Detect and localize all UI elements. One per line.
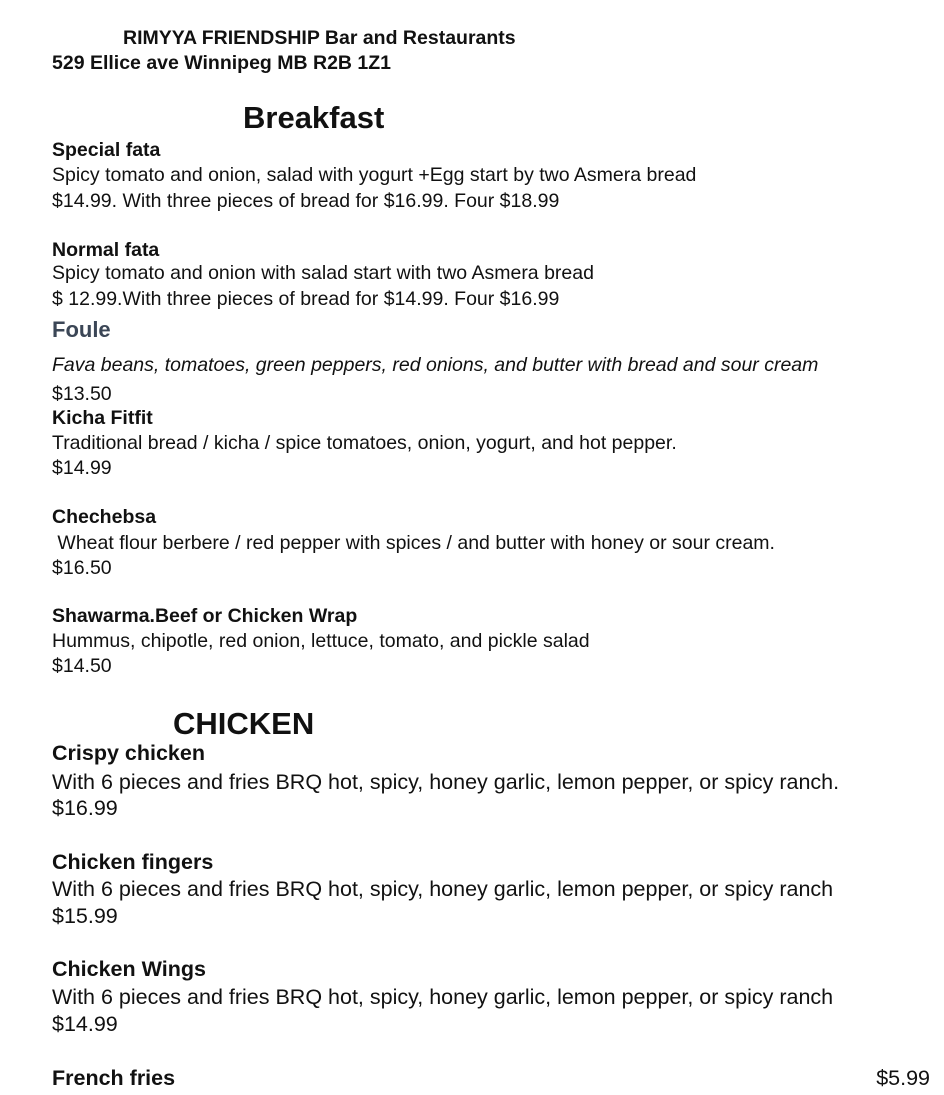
special-fata-price: $14.99. With three pieces of bread for $16.99. Four $18.99 xyxy=(52,190,560,212)
shawarma-description: Hummus, chipotle, red onion, lettuce, tomato, and pickle salad xyxy=(52,630,590,652)
kicha-fitfit-description: Traditional bread / kicha / spice tomatoes, onion, yogurt, and hot pepper. xyxy=(52,432,677,454)
chicken-fingers-price: $15.99 xyxy=(52,904,118,928)
crispy-chicken-description: With 6 pieces and fries BRQ hot, spicy, honey garlic, lemon pepper, or spicy ranch. xyxy=(52,770,840,794)
special-fata-description: Spicy tomato and onion, salad with yogurt +Egg start by two Asmera bread xyxy=(52,164,697,186)
foule-price: $13.50 xyxy=(52,383,112,405)
restaurant-address: 529 Ellice ave Winnipeg MB R2B 1Z1 xyxy=(52,52,392,74)
foule-description: Fava beans, tomatoes, green peppers, red onions, and butter with bread and sour cream xyxy=(52,354,819,376)
chechebsa-description: Wheat flour berbere / red pepper with spices / and butter with honey or sour cream. xyxy=(52,532,775,554)
foule-name: Foule xyxy=(52,317,111,342)
chicken-fingers-description: With 6 pieces and fries BRQ hot, spicy, honey garlic, lemon pepper, or spicy ranch xyxy=(52,877,834,901)
chechebsa-name: Chechebsa xyxy=(52,506,157,528)
kicha-fitfit-price: $14.99 xyxy=(52,457,112,479)
shawarma-price: $14.50 xyxy=(52,655,112,677)
normal-fata-price: $ 12.99.With three pieces of bread for $14.99. Four $16.99 xyxy=(52,288,560,310)
chicken-wings-description: With 6 pieces and fries BRQ hot, spicy, honey garlic, lemon pepper, or spicy ranch xyxy=(52,985,834,1009)
kicha-fitfit-name: Kicha Fitfit xyxy=(52,407,153,429)
french-fries-name: French fries xyxy=(52,1066,176,1090)
shawarma-name: Shawarma.Beef or Chicken Wrap xyxy=(52,605,358,627)
chicken-wings-name: Chicken Wings xyxy=(52,957,206,981)
crispy-chicken-name: Crispy chicken xyxy=(52,741,205,765)
french-fries-price: $5.99 xyxy=(876,1066,930,1090)
special-fata-name: Special fata xyxy=(52,139,161,161)
chicken-fingers-name: Chicken fingers xyxy=(52,850,214,874)
chechebsa-price: $16.50 xyxy=(52,557,112,579)
restaurant-name: RIMYYA FRIENDSHIP Bar and Restaurants xyxy=(123,27,516,49)
chicken-heading: CHICKEN xyxy=(173,706,315,741)
crispy-chicken-price: $16.99 xyxy=(52,796,118,820)
chicken-wings-price: $14.99 xyxy=(52,1012,118,1036)
normal-fata-description: Spicy tomato and onion with salad start with two Asmera bread xyxy=(52,262,594,284)
breakfast-heading: Breakfast xyxy=(243,100,385,135)
normal-fata-name: Normal fata xyxy=(52,239,160,261)
